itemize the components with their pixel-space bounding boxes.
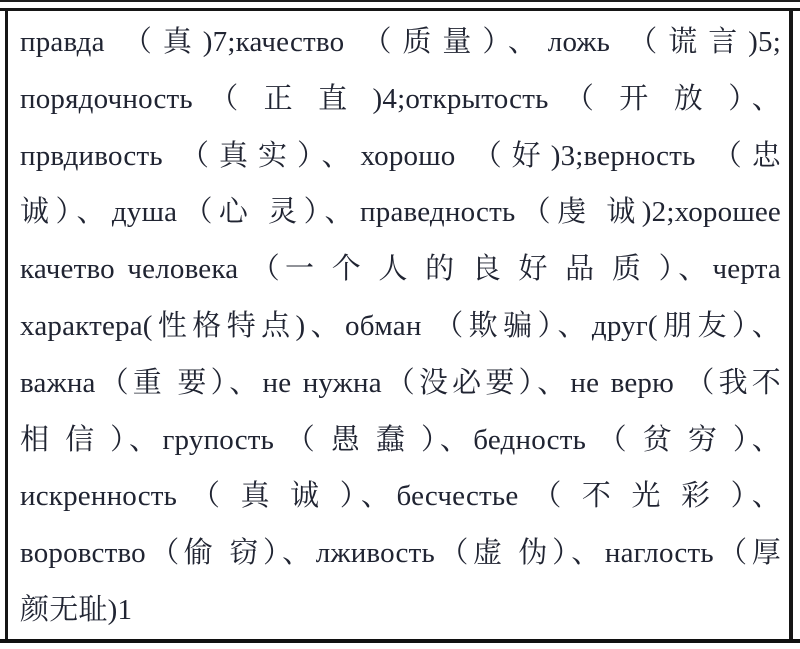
text-line: 颜无耻)1 bbox=[20, 593, 133, 626]
text-line: 相 信 ）、групость （ 愚 蠢 ）、бедность （ 贫 穷 ）、 bbox=[20, 423, 781, 456]
text-line: важна（重 要）、не нужна（没必要）、не верю （我不 bbox=[20, 366, 781, 399]
text-line: првдивость （真实）、хорошо （好)3;верность （忠 bbox=[20, 139, 781, 172]
text-line: правда （真)7;качество （质量）、ложь （谎言)5; bbox=[20, 26, 781, 58]
table-cell-bottom-border bbox=[0, 639, 800, 643]
text-line: искренность （ 真 诚 ）、бесчестье （ 不 光 彩 ）、 bbox=[20, 480, 781, 513]
text-line: качетво человека （一 个 人 的 良 好 品 质 ）、черта bbox=[20, 253, 781, 286]
table-outer-top-rule bbox=[0, 0, 800, 2]
text-line: характера(性格特点)、обман （欺骗）、друг(朋友）、 bbox=[20, 309, 781, 342]
table-cell-right-border bbox=[789, 8, 793, 643]
text-line: 诚）、душа（心 灵）、праведность（虔 诚)2;хорошее bbox=[20, 196, 781, 229]
text-line: воровство（偷 窃）、лживость（虚 伪）、наглость（厚 bbox=[20, 537, 781, 570]
text-line: порядочность （ 正 直 )4;открытость （ 开 放 ）、 bbox=[20, 82, 781, 115]
table-cell-text-block bbox=[8, 11, 789, 639]
